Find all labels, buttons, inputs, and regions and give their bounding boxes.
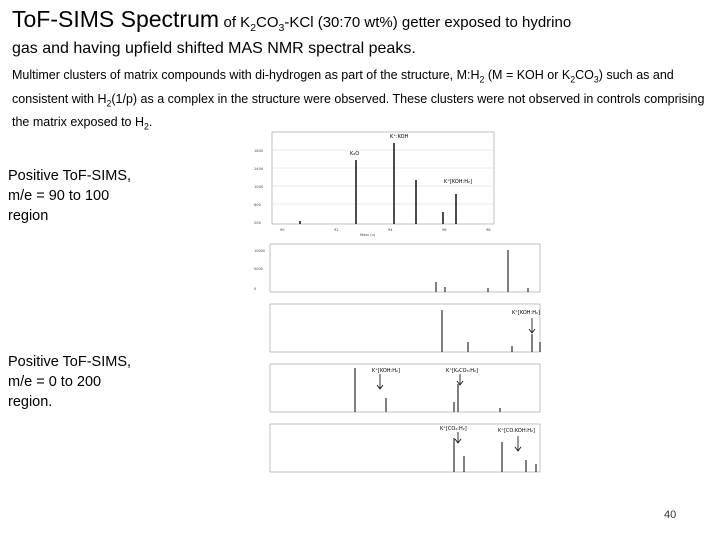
svg-text:Mass (u): Mass (u) xyxy=(360,233,376,237)
title-line-1 xyxy=(12,6,571,34)
svg-text:94: 94 xyxy=(388,228,393,232)
annotation-koh: K⁺:KOH xyxy=(390,134,409,140)
description: Multimer clusters of matrix compounds with di-hydrogen as part of the structure, $M:H_2$ (M = KOH or $K_2CO_3$) such as and consistent with $H_2(1/p)$ as a complex in the structure were observed. These clusters were not observed in controls comprising the matrix exposed to $H_2$. xyxy=(12,68,705,132)
svg-text:200: 200 xyxy=(254,221,261,225)
svg-text:96: 96 xyxy=(442,228,447,232)
svg-text:0: 0 xyxy=(254,287,257,291)
svg-text:90: 90 xyxy=(280,228,285,232)
annotation-co2-h2: K⁺[CO₂:H₂] xyxy=(440,426,467,432)
label-region-90-100: Positive ToF-SIMS, m/e = 90 to 100 region xyxy=(8,168,132,224)
spectrum-panel-90-100 xyxy=(250,128,500,238)
spectrum-panel-2 xyxy=(250,242,550,300)
annotation-co-koh-h2: K⁺[CO:KOH:H₂] xyxy=(498,428,535,434)
annotation-koh-h2: K⁺[KOH:H₂] xyxy=(444,179,472,185)
title-of: of $K_2CO_3$-KCl (30:70 wt%) getter exposed to hydrino xyxy=(223,14,572,34)
annotation-k2co3-h2: K⁺[K₂CO₃:H₂] xyxy=(446,368,478,374)
label-region-0-200: Positive ToF-SIMS, m/e = 0 to 200 region. xyxy=(8,354,132,410)
svg-text:10000: 10000 xyxy=(254,249,266,253)
svg-text:98: 98 xyxy=(486,228,491,232)
spectrum-panel-3 xyxy=(250,302,570,360)
annotation-koh-h2-b: K⁺[KOH:H₂] xyxy=(512,310,540,316)
page-number: 40 xyxy=(664,509,677,521)
title-line-2: gas and having upfield shifted MAS NMR spectral peaks. xyxy=(12,40,416,57)
svg-text:1400: 1400 xyxy=(254,167,264,171)
annotation-k2o: K₂O xyxy=(350,151,360,157)
spectrum-panel-4 xyxy=(250,362,570,420)
svg-text:600: 600 xyxy=(254,203,261,207)
annotation-koh-h2-c: K⁺[KOH:H₂] xyxy=(372,368,400,374)
svg-text:92: 92 xyxy=(334,228,339,232)
svg-text:1000: 1000 xyxy=(254,185,264,189)
title-main: ToF-SIMS Spectrum xyxy=(12,6,220,32)
spectrum-panel-5 xyxy=(250,422,580,480)
svg-text:1800: 1800 xyxy=(254,149,264,153)
svg-text:5000: 5000 xyxy=(254,267,263,271)
